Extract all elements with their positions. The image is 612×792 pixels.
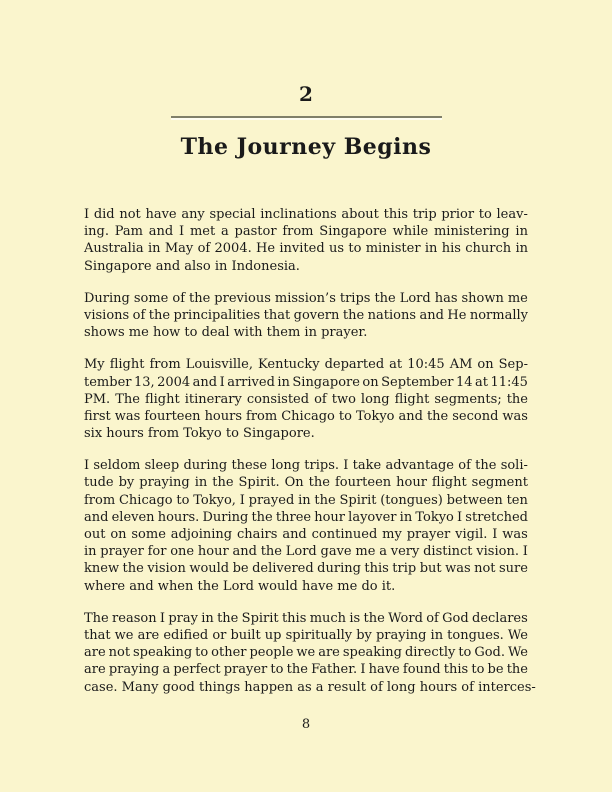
- page-number: 8: [301, 717, 311, 732]
- text-line: tember 13, 2004 and I arrived in Singapore on September 14 at 11:45: [84, 374, 528, 390]
- text-line: tude by praying in the Spirit. On the fourteen hour flight segment: [84, 475, 528, 491]
- text-line: that we are edified or built up spiritually by praying in tongues. We: [84, 627, 528, 643]
- chapter-number: 2: [299, 82, 313, 106]
- chapter-title: The Journey Begins: [180, 134, 432, 160]
- text-line: first was fourteen hours from Chicago to Tokyo and the second was: [84, 408, 528, 424]
- body-text: [84, 206, 536, 696]
- text-line: six hours from Tokyo to Singapore.: [84, 426, 315, 442]
- paragraph: [84, 206, 528, 275]
- text-line: ing. Pam and I met a pastor from Singapore while ministering in: [84, 224, 528, 240]
- text-line: shows me how to deal with them in prayer.: [84, 325, 368, 341]
- chapter-divider: [171, 116, 442, 120]
- text-line: and eleven hours. During the three hour layover in Tokyo I stretched: [84, 509, 528, 525]
- text-line: out on some adjoining chairs and continued my prayer vigil. I was: [84, 527, 528, 542]
- text-line: visions of the principalities that govern the nations and He normally: [84, 307, 528, 323]
- paragraph: [84, 610, 536, 696]
- paragraph: [84, 457, 528, 595]
- text-line: The reason I pray in the Spirit this much is the Word of God declares: [84, 610, 528, 626]
- text-line: PM. The flight itinerary consisted of two long flight segments; the: [84, 391, 528, 407]
- text-line: in prayer for one hour and the Lord gave me a very distinct vision. I: [84, 544, 528, 560]
- text-line: During some of the previous mission’s trips the Lord has shown me: [84, 290, 528, 306]
- text-line: knew the vision would be delivered during this trip but was not sure: [84, 561, 528, 577]
- paragraph: [84, 356, 528, 442]
- text-line: from Chicago to Tokyo, I prayed in the Spirit (tongues) between ten: [84, 492, 528, 508]
- text-line: are not speaking to other people we are speaking directly to God. We: [84, 645, 528, 661]
- text-line: I seldom sleep during these long trips. I take advantage of the soli-: [84, 458, 528, 474]
- text-line: Singapore and also in Indonesia.: [84, 258, 300, 274]
- text-line: Australia in May of 2004. He invited us to minister in his church in: [84, 241, 528, 257]
- text-line: My flight from Louisville, Kentucky departed at 10:45 AM on Sep-: [84, 357, 528, 373]
- text-line: are praying a perfect prayer to the Father. I have found this to be the: [84, 662, 528, 678]
- text-line: where and when the Lord would have me do it.: [84, 578, 396, 594]
- text-line: case. Many good things happen as a result of long hours of interces-: [84, 679, 536, 695]
- paragraph: [84, 290, 528, 342]
- text-line: I did not have any special inclinations about this trip prior to leav-: [84, 207, 528, 222]
